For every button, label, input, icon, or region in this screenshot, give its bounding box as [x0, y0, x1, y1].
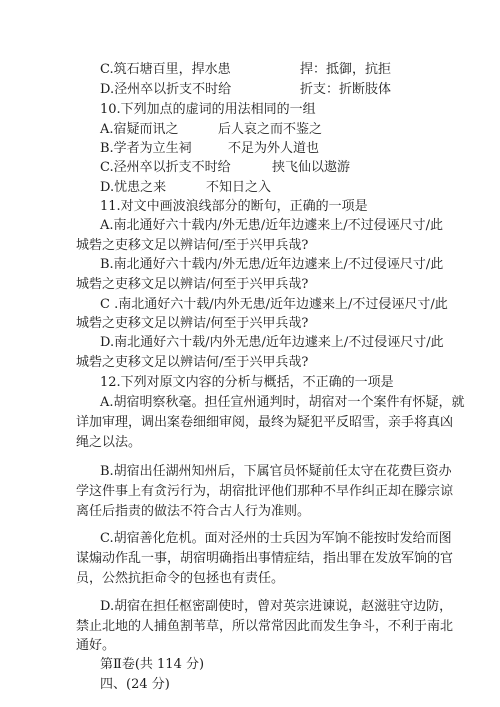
q12-stem: 12.下列对原文内容的分析与概括，不正确的一项是 [100, 375, 394, 390]
q12-option-c-line3: 员，公然抗拒命令的包拯也有责任。 [76, 571, 285, 586]
q12-option-b-line3: 离任后指责的做法不符合古人行为准则。 [76, 504, 311, 519]
q12-option-a-line3: 绳之以法。 [76, 435, 142, 450]
q12-option-c-line2: 谋煽动作乱一事，胡宿明确指出事情症结，指出罪在发放军饷的官 [76, 551, 454, 566]
q10-stem: 10.下列加点的虚词的用法相同的一组 [100, 102, 316, 117]
q10-option-d-right: 不知日之入 [206, 180, 272, 195]
q12-option-d-line3: 通好。 [76, 638, 116, 653]
q11-option-a-line1: A.南北通好六十载内/外无患/近年边遽来上/不过侵诬尺寸/此 [100, 218, 444, 233]
q11-option-d-line1: D.南北通好六十载/内外无患/近年边遽来上/不过侵诬尺寸/此 [100, 335, 444, 350]
q12-option-b-line2: 学这件事上有贪污行为，胡宿批评他们那种不早作纠正却在滕宗谅 [76, 484, 454, 499]
q10-option-b-right: 不足为外人道也 [228, 141, 320, 156]
q12-option-d-line1: D.胡宿在担任枢密副使时，曾对英宗进谏说，赵滋驻守边防， [100, 599, 453, 614]
q12-option-a-line2: 详加审理，调出案卷细细审阅，最终为疑犯平反昭雪，亲手将真凶 [76, 415, 454, 430]
q10-option-b-left: B.学者为立生祠 [100, 141, 192, 156]
q10-option-d [100, 179, 400, 197]
q11-option-c-line1: C .南北通好六十载/内外无患/近年边遽来上/不过侵诬尺寸/此 [100, 297, 448, 312]
section-two-title: 第Ⅱ卷(共 114 分) [100, 657, 205, 672]
q11-option-b-line2: 城砦之吏移文足以辨诘/何至于兴甲兵哉? [76, 277, 309, 292]
q12-option-a-line1: A.胡宿明察秋毫。担任宣州通判时，胡宿对一个案件有怀疑，就 [100, 395, 465, 410]
q9-option-d [100, 81, 400, 99]
q9-option-d-text: D.泾州卒以折支不时给 [100, 82, 232, 97]
q10-option-c-left: C.泾州卒以折支不时给 [100, 160, 231, 175]
q11-stem: 11.对文中画波浪线部分的断句，正确的一项是 [100, 199, 368, 214]
q10-option-a-right: 后人哀之而不鉴之 [218, 122, 323, 137]
q9-option-c [100, 61, 400, 79]
q11-option-a-line2: 城砦之吏移文足以辨诘何/至于兴甲兵哉? [76, 238, 309, 253]
q12-option-c-line1: C.胡宿善化危机。面对泾州的士兵因为军饷不能按时发给而图 [100, 531, 452, 546]
q10-option-c [100, 159, 400, 177]
q10-option-c-right: 挟飞仙以遨游 [272, 160, 351, 175]
q11-option-c-line2: 城砦之吏移文足以辨诘/何至于兴甲兵哉? [76, 316, 309, 331]
part-four-heading: 四、(24 分) [100, 677, 170, 692]
q11-option-b-line1: B.南北通好六十载内/外无患/近年边遽来上/不过侵诬尺寸/此 [100, 257, 444, 272]
q12-option-b-line1: B.胡宿出任湖州知州后，下属官员怀疑前任太守在花费巨资办 [100, 464, 452, 479]
q10-option-a [100, 121, 400, 139]
q9-option-d-gloss: 折支：折断肢体 [300, 82, 392, 97]
q11-option-d-line2: 城砦之吏移文足以辨诘何/至于兴甲兵哉? [76, 355, 309, 370]
q10-option-d-left: D.忧患之来 [100, 180, 167, 195]
q12-option-d-line2: 禁止北地的人捕鱼割苇草，所以常常因此而发生争斗，不利于南北 [76, 619, 454, 634]
q9-option-c-text: C.筑石塘百里，捍水患 [100, 62, 231, 77]
q10-option-a-left: A.宿疑而讯之 [100, 122, 179, 137]
q10-option-b [100, 140, 400, 158]
q9-option-c-gloss: 捍：抵御，抗拒 [300, 62, 392, 77]
